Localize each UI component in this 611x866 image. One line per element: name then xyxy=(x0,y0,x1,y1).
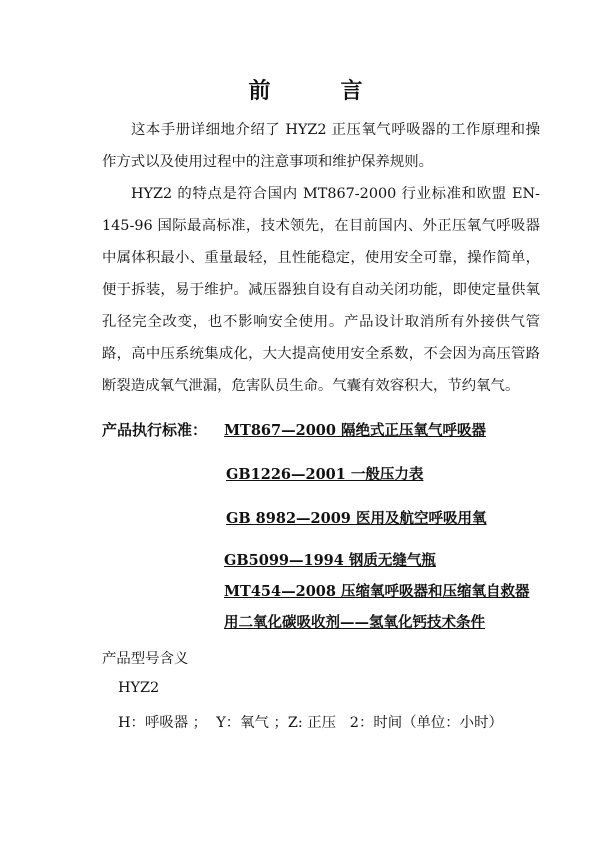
features-paragraph: HYZ2 的特点是符合国内 MT867-2000 行业标准和欧盟 EN-145-96 国际最高标准，技术领先，在目前国内、外正压氧气呼吸器中属体积最小、重量最轻，且性能稳定，使用安全可靠，操作简单，便于拆装，易于维护。减压器独自设有自动关闭功能，即使定量供氧孔径完全改变，也不影响安全使用。产品设计取消所有外接供气管路，高中压系统集成化，大大提高使用安全系数，不会因为高压管路断裂造成氧气泄漏，危害队员生命。气囊有效容积大，节约氧气。 xyxy=(102,186,540,394)
standard-item: 用二氧化碳吸收剂——氢氧化钙技术条件 xyxy=(224,614,485,631)
standard-item: MT454—2008 压缩氧呼吸器和压缩氧自救器 xyxy=(224,583,530,600)
page-title: 前 言 xyxy=(248,78,387,104)
model-legend: H：呼吸器 ； Y：氧气 ；Z: 正压 2：时间（单位：小时） xyxy=(118,715,503,731)
standards-label: 产品执行标准： xyxy=(102,421,208,439)
standard-item: MT867—2000 隔绝式正压氧气呼吸器 xyxy=(224,422,487,439)
intro-paragraph: 这本手册详细地介绍了 HYZ2 正压氧气呼吸器的工作原理和操作方式以及使用过程中的注意事项和维护保养规则。 xyxy=(102,122,540,170)
standard-item: GB5099—1994 钢质无缝气瓶 xyxy=(224,552,436,569)
model-code: HYZ2 xyxy=(118,680,160,696)
standard-item: GB1226—2001 一般压力表 xyxy=(226,466,424,483)
standard-item: GB 8982—2009 医用及航空呼吸用氧 xyxy=(226,510,487,527)
model-meaning-heading: 产品型号含义 xyxy=(102,651,189,667)
